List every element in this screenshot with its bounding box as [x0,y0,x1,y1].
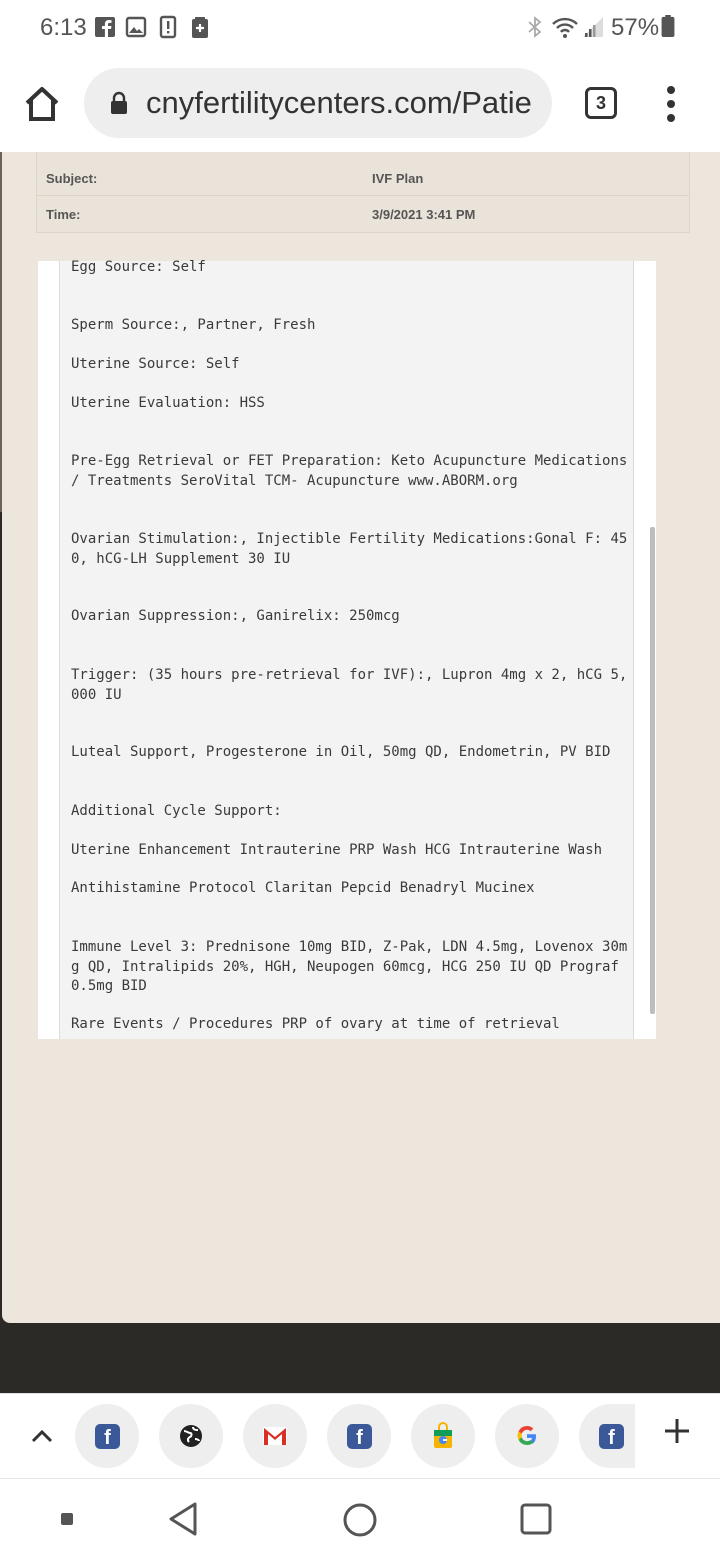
status-time: 6:13 [40,14,87,41]
browser-address-row [0,56,720,152]
plus-icon[interactable] [662,1416,692,1446]
google-icon [516,1425,538,1447]
body-line: Uterine Enhancement Intrauterine PRP Wash HCG Intrauterine Wash [71,842,603,858]
alert-device-icon [157,16,179,38]
status-bar [0,0,720,56]
body-scrollbar[interactable] [650,527,655,1014]
globe-icon [178,1423,204,1449]
recents-small-icon[interactable] [61,1513,73,1525]
body-line: Egg Source: Self [71,259,206,275]
signal-icon [581,16,605,38]
bottom-toolbar [0,1393,720,1478]
facebook-icon: f [95,1424,120,1449]
meta-row-time [37,196,689,232]
page-left-edge [0,152,2,512]
facebook-icon: f [347,1424,372,1449]
facebook-icon: f [599,1424,624,1449]
bluetooth-icon [524,16,546,38]
globe-shortcut[interactable] [159,1404,223,1468]
body-line: Uterine Source: Self [71,356,240,372]
body-line: Rare Events / Procedures PRP of ovary at time of retrieval [71,1016,560,1032]
battery-saver-icon [189,16,211,38]
message-body[interactable] [59,261,634,1039]
body-line: Immune Level 3: Prednisone 10mg BID, Z-Pak, LDN 4.5mg, Lovenox 30mg QD, Intralipids 20%, HGH, Neupogen 60mcg, HCG 250 IU QD Prograf 0.5mg BID [71,939,628,994]
body-line: Sperm Source:, Partner, Fresh [71,317,316,333]
body-line: Uterine Evaluation: HSS [71,395,265,411]
message-meta-table [36,152,690,233]
shopping-bag-icon [431,1422,455,1450]
home-circle-icon[interactable] [343,1503,377,1537]
body-line: Pre-Egg Retrieval or FET Preparation: Keto Acupuncture Medications / Treatments SeroVital TCM- Acupuncture www.ABORM.org [71,453,636,489]
battery-percent: 57% [611,14,660,41]
overflow-menu-icon[interactable] [662,86,680,122]
meta-label: Subject: [46,171,98,186]
google-shopping-shortcut[interactable] [411,1404,475,1468]
gmail-icon [262,1425,288,1447]
overview-square-icon[interactable] [520,1503,552,1535]
facebook-icon [94,16,116,38]
body-line: Additional Cycle Support: [71,803,282,819]
body-line: Antihistamine Protocol Claritan Pepcid Benadryl Mucinex [71,880,535,896]
facebook-shortcut-2[interactable] [327,1404,391,1468]
url-text[interactable]: cnyfertilitycenters.com/Patie [146,85,532,120]
gmail-shortcut[interactable] [243,1404,307,1468]
facebook-shortcut-1[interactable] [75,1404,139,1468]
chevron-up-icon[interactable] [30,1424,54,1448]
body-line: Ovarian Stimulation:, Injectible Fertility Medications:Gonal F: 450, hCG-LH Supplement 30 IU [71,531,628,567]
google-shortcut[interactable] [495,1404,559,1468]
body-line: Trigger: (35 hours pre-retrieval for IVF):, Lupron 4mg x 2, hCG 5,000 IU [71,667,628,703]
message-body-frame[interactable] [38,261,656,1039]
lock-icon [110,92,128,114]
web-page [0,152,720,1393]
body-line: Luteal Support, Progesterone in Oil, 50mg QD, Endometrin, PV BID [71,744,611,760]
meta-row-subject [37,160,689,196]
tab-switcher-button[interactable]: 3 [585,87,617,119]
home-icon[interactable] [22,84,62,124]
back-icon[interactable] [167,1501,199,1537]
address-bar[interactable] [84,68,552,138]
body-line: Ovarian Suppression:, Ganirelix: 250mcg [71,608,400,624]
wifi-icon [552,16,578,38]
meta-value: IVF Plan [372,171,424,186]
facebook-shortcut-3[interactable] [579,1404,635,1468]
gallery-icon [125,16,147,38]
meta-label: Time: [46,207,81,222]
system-navigation-bar [0,1478,720,1560]
battery-icon [660,15,676,37]
meta-value: 3/9/2021 3:41 PM [372,207,476,222]
